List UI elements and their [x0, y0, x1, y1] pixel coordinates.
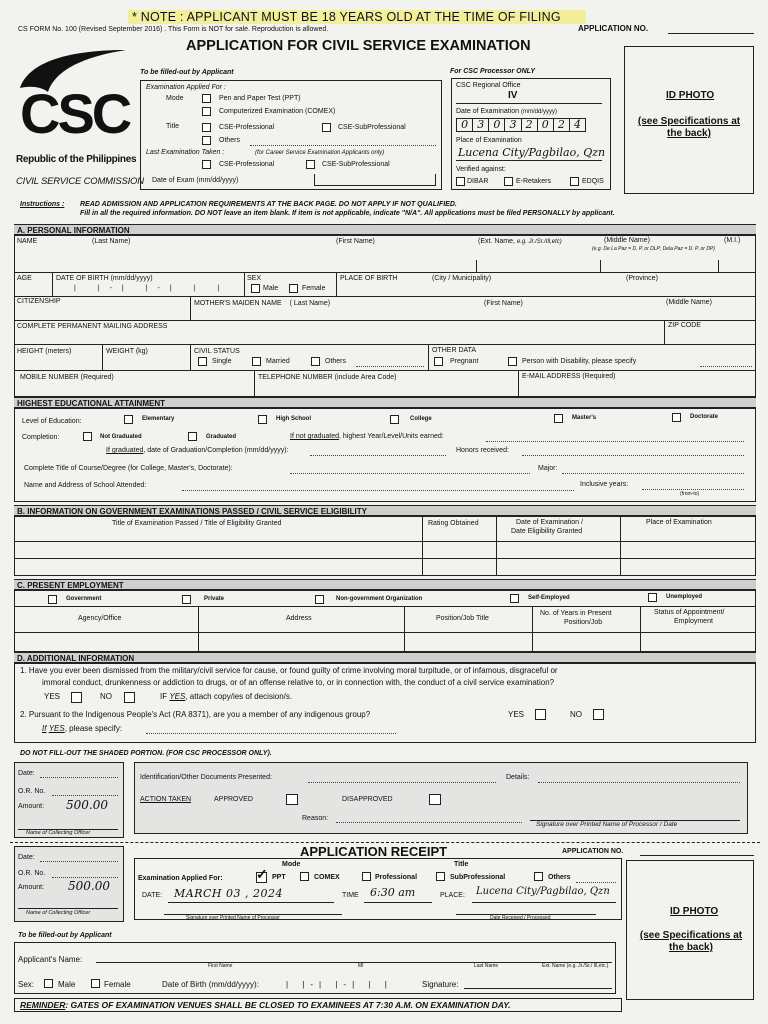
- id-photo-spec: (see Specifications at the back): [637, 116, 741, 139]
- gov-col-sep: [620, 516, 621, 576]
- emp-col-sep: [532, 606, 533, 652]
- gov-col-place: Place of Examination: [646, 519, 712, 526]
- graduation-date-line[interactable]: [310, 455, 446, 456]
- name-sep: [600, 260, 601, 272]
- receipt-or-line: [52, 877, 118, 878]
- last-name-label: (Last Name): [92, 238, 131, 245]
- others-line[interactable]: [250, 145, 436, 146]
- for-processor-label: For CSC Processor ONLY: [450, 68, 536, 75]
- honors-label: Honors received:: [456, 447, 509, 454]
- pwd-line[interactable]: [700, 366, 752, 367]
- applicant-dob-field[interactable]: | |-| |-| | |: [286, 980, 393, 989]
- verified-label: Verified against:: [456, 166, 506, 173]
- emp-col-agency: Agency/Office: [78, 615, 122, 622]
- elementary-label: Elementary: [142, 416, 175, 422]
- date-digit: 2: [522, 119, 538, 131]
- graduated-checkbox[interactable]: [188, 432, 197, 441]
- receipt-mode-label: Mode: [282, 861, 301, 868]
- school-label: Name and Address of School Attended:: [24, 482, 147, 489]
- college-label: College: [410, 416, 432, 422]
- pob-province-label: (Province): [626, 275, 658, 282]
- emp-col-sep: [198, 606, 199, 652]
- sex-label: SEX: [247, 275, 262, 282]
- section-government-exams: B. INFORMATION ON GOVERNMENT EXAMINATIONS PASSED / CIVIL SERVICE ELIGIBILITY: [14, 505, 756, 516]
- disapproved-label: DISAPPROVED: [342, 796, 393, 803]
- receipt-ppt-label: PPT: [272, 874, 286, 881]
- receipt-date-line: [168, 902, 334, 903]
- completion-label: Completion:: [22, 434, 60, 441]
- self-employed-label: Self-Employed: [528, 595, 570, 601]
- receipt-time-value: 6:30 am: [370, 886, 416, 899]
- self-employed-checkbox[interactable]: [510, 594, 519, 603]
- gov-col-title: Title of Examination Passed / Title of Eligibility Granted: [112, 520, 282, 527]
- gov-row-line: [14, 558, 756, 559]
- receipt-professional-checkbox[interactable]: [362, 872, 371, 881]
- dibar-checkbox[interactable]: [456, 177, 465, 186]
- applicant-ext-label: Ext. Name (e.g. Jr./Sr./ Ill,etc.): [542, 963, 609, 969]
- level-label: Level of Education:: [22, 418, 82, 425]
- comex-checkbox[interactable]: [202, 107, 211, 116]
- q2-no-label: NO: [570, 710, 582, 719]
- single-checkbox[interactable]: [198, 357, 207, 366]
- last-exam-note: (for Career Service Examination Applicants only): [255, 150, 385, 156]
- name-label: NAME: [17, 238, 38, 245]
- eretakers-label: E-Retakers: [516, 178, 552, 185]
- place-exam-label: Place of Examination: [456, 137, 522, 144]
- emp-col-position: Position/Job Title: [436, 615, 489, 622]
- civil-others-checkbox[interactable]: [311, 357, 320, 366]
- application-no-label: APPLICATION NO.: [578, 24, 649, 33]
- applicant-name-line: [96, 962, 612, 963]
- pwd-label: Person with Disability, please specify: [522, 358, 637, 365]
- college-checkbox[interactable]: [390, 415, 399, 424]
- dob-label: DATE OF BIRTH (mm/dd/yyyy): [56, 275, 153, 282]
- applicant-signature-label: Signature:: [422, 980, 459, 989]
- gov-col-sep: [422, 516, 423, 576]
- question-1-line-2: immoral conduct, drunkenness or addiction to drugs, or of an offense relative to, or in connection with, the conduct of a civil service examination?: [42, 678, 555, 687]
- section-employment: C. PRESENT EMPLOYMENT: [14, 579, 756, 590]
- government-checkbox[interactable]: [48, 595, 57, 604]
- action-taken-label: ACTION TAKEN: [140, 796, 192, 803]
- mmn-label: MOTHER'S MAIDEN NAME ( Last Name): [194, 300, 331, 307]
- date-exam-label: Date of Examination (mm/dd/yyyy): [456, 108, 557, 115]
- not-graduated-checkbox[interactable]: [83, 432, 92, 441]
- applicant-dob-label: Date of Birth (mm/dd/yyyy):: [162, 980, 259, 989]
- telephone-label: TELEPHONE NUMBER (include Area Code): [258, 374, 397, 381]
- form-number: CS FORM No. 100 (Revised September 2016) . This Form is NOT for sale. Reproduction is allowed.: [18, 26, 329, 33]
- receipt-title-label: Title: [454, 861, 469, 868]
- dob-field[interactable]: | |-| |-| | |: [74, 285, 230, 292]
- mi-label: (M.I.): [724, 237, 741, 244]
- height-row-line: [14, 370, 756, 371]
- details-line: [538, 782, 740, 783]
- height-label: HEIGHT (meters): [17, 348, 72, 355]
- sex-sep: [336, 272, 337, 296]
- major-line[interactable]: [562, 473, 744, 474]
- receipt-place-line: [472, 902, 616, 903]
- emp-col-years-2: Position/Job: [564, 619, 603, 626]
- cut-line: [10, 842, 760, 843]
- other-data-label: OTHER DATA: [432, 347, 477, 354]
- form-title: APPLICATION FOR CIVIL SERVICE EXAMINATION: [186, 38, 531, 54]
- pwd-checkbox[interactable]: [508, 357, 517, 366]
- pregnant-checkbox[interactable]: [434, 357, 443, 366]
- application-no-line: [668, 33, 754, 34]
- receipt-others-line[interactable]: [576, 882, 616, 883]
- elementary-checkbox[interactable]: [124, 415, 133, 424]
- details-label: Details:: [506, 774, 530, 781]
- applicant-female-label: Female: [104, 980, 131, 989]
- mmn-middle-label: (Middle Name): [666, 299, 712, 306]
- applicant-female-checkbox[interactable]: [91, 979, 100, 988]
- married-label: Married: [266, 358, 290, 365]
- last-cse-pro-label: CSE-Professional: [219, 161, 275, 168]
- receipt-collecting-line: [18, 908, 118, 909]
- receipt-subpro-checkbox[interactable]: [436, 872, 445, 881]
- filled-by-applicant-label: To be filled-out by Applicant: [140, 69, 234, 76]
- q1-no-label: NO: [100, 692, 112, 701]
- applicant-sex-label: Sex:: [18, 980, 35, 989]
- weight-label: WEIGHT (kg): [106, 348, 148, 355]
- edqis-checkbox[interactable]: [570, 177, 579, 186]
- emp-col-status-1: Status of Appointment/: [654, 609, 725, 616]
- date-digit: 0: [457, 119, 473, 131]
- citizenship-label: CITIZENSHIP: [17, 298, 61, 305]
- date-digit: 2: [554, 119, 570, 131]
- gov-col-date-1: Date of Examination /: [516, 519, 583, 526]
- pob-label: PLACE OF BIRTH: [340, 275, 398, 282]
- receipt-exam-for-label: Examination Applied For:: [138, 875, 223, 882]
- emp-col-sep: [640, 606, 641, 652]
- mmn-first-label: (First Name): [484, 300, 523, 307]
- masters-checkbox[interactable]: [554, 414, 563, 423]
- processor-sig-label: Signature over Printed Name of Processor / Date: [536, 821, 678, 828]
- or-label: O.R. No.: [18, 788, 46, 795]
- female-checkbox[interactable]: [289, 284, 298, 293]
- date-digit: 3: [473, 119, 489, 131]
- place-line: [456, 160, 602, 161]
- doctorate-label: Doctorate: [690, 414, 719, 420]
- course-label: Complete Title of Course/Degree (for College, Master's, Doctorate):: [24, 465, 233, 472]
- emp-col-address: Address: [286, 615, 312, 622]
- additional-box: [14, 663, 756, 743]
- q1-yes-label: YES: [44, 692, 61, 701]
- ppt-checkbox[interactable]: [202, 94, 211, 103]
- question-1-line-1: 1. Have you ever been dismissed from the military/civil service for cause, or found guilty of crime involving moral turpitude, or of infamous, disgraceful or: [20, 666, 558, 675]
- unemployed-checkbox[interactable]: [648, 593, 657, 602]
- receipt-received-label: Date Received / Processed: [490, 915, 551, 921]
- instructions-label: Instructions :: [20, 201, 65, 208]
- married-checkbox[interactable]: [252, 357, 261, 366]
- from-to-label: (from-to): [680, 491, 700, 497]
- receipt-id-photo-title: ID PHOTO: [670, 906, 719, 917]
- receipt-date-label: DATE:: [142, 892, 163, 899]
- personal-grid: [14, 235, 756, 397]
- exam-applied-label: Examination Applied For :: [146, 84, 226, 91]
- applicant-first-label: First Name: [208, 963, 233, 969]
- pregnant-label: Pregnant: [450, 358, 479, 365]
- ext-name-label: (Ext. Name, e.g. Jr./Sr./Ill,etc): [478, 238, 562, 245]
- name-sep: [476, 260, 477, 272]
- id-docs-label: Identification/Other Documents Presented:: [140, 774, 272, 781]
- receipt-professional-label: Professional: [375, 874, 418, 881]
- school-line[interactable]: [182, 490, 574, 491]
- middle-name-example: (e.g. De La Paz = D. P. or DLP; Dela Paz = D. P. or DP): [592, 246, 715, 252]
- receipt-amount-label: Amount:: [18, 884, 45, 891]
- weight-sep: [190, 344, 191, 370]
- applicant-male-checkbox[interactable]: [44, 979, 53, 988]
- last-exam-label: Last Examination Taken :: [146, 149, 225, 156]
- cse-pro-checkbox[interactable]: [202, 123, 211, 132]
- pay-date-label: Date:: [18, 770, 35, 777]
- reminder-text: REMINDER: GATES OF EXAMINATION VENUES SHALL BE CLOSED TO EXAMINEES AT 7:30 A.M. ON EXAMINATION DAY.: [20, 1000, 511, 1010]
- q2-yes-label: YES: [508, 710, 525, 719]
- approved-checkbox[interactable]: [286, 794, 298, 805]
- receipt-comex-checkbox[interactable]: [300, 872, 309, 881]
- address-label: COMPLETE PERMANENT MAILING ADDRESS: [17, 323, 168, 330]
- unemployed-label: Unemployed: [666, 594, 703, 600]
- region-value: IV: [508, 90, 518, 101]
- edqis-label: EDQIS: [582, 178, 604, 185]
- amount-label: Amount:: [18, 803, 45, 810]
- region-line: [456, 103, 602, 104]
- receipt-date-value: MARCH 03 , 2024: [174, 887, 283, 900]
- applicant-signature-line: [464, 988, 612, 989]
- emp-row-line: [14, 606, 756, 607]
- first-name-label: (First Name): [336, 238, 375, 245]
- last-cse-sub-label: CSE-SubProfessional: [322, 161, 390, 168]
- mobile-sep: [254, 370, 255, 397]
- gov-col-date-2: Date Eligibility Granted: [511, 528, 583, 535]
- age-sep: [52, 272, 53, 296]
- last-cse-pro-checkbox[interactable]: [202, 160, 211, 169]
- instructions-line-1: READ ADMISSION AND APPLICATION REQUIREMENTS AT THE BACK PAGE. DO NOT APPLY IF NOT QUALIFIED.: [80, 201, 457, 208]
- cse-sub-label: CSE-SubProfessional: [338, 124, 406, 131]
- receipt-pay-date-label: Date:: [18, 854, 35, 861]
- single-label: Single: [212, 358, 232, 365]
- q1-no-checkbox[interactable]: [124, 692, 135, 703]
- citizenship-row-line: [14, 320, 756, 321]
- instructions-line-2: Fill in all the required information. DO NOT leave an item blank. If item is not applicable, indicate "N/A". All applications must be filed PERSONALLY by applicant.: [80, 210, 615, 217]
- receipt-app-no-label: APPLICATION NO.: [562, 848, 624, 855]
- receipt-others-label: Others: [548, 874, 571, 881]
- emp-col-sep: [404, 606, 405, 652]
- cse-sub-checkbox[interactable]: [322, 123, 331, 132]
- pay-date-line: [40, 777, 118, 778]
- q1-yes-checkbox[interactable]: [71, 692, 82, 703]
- or-line: [52, 795, 118, 796]
- ngo-checkbox[interactable]: [315, 595, 324, 604]
- civil-sep: [428, 344, 429, 370]
- q2-no-checkbox[interactable]: [593, 709, 604, 720]
- email-label: E-MAIL ADDRESS (Required): [522, 373, 616, 380]
- male-label: Male: [263, 285, 279, 292]
- place-exam-value: Lucena City/Pagbilao, Qzn: [458, 146, 606, 159]
- regional-office-label: CSC Regional Office: [456, 82, 521, 89]
- mobile-label: MOBILE NUMBER (Required): [20, 374, 114, 381]
- male-checkbox[interactable]: [251, 284, 260, 293]
- high-school-checkbox[interactable]: [258, 415, 267, 424]
- section-education: HIGHEST EDUCATIONAL ATTAINMENT: [14, 397, 756, 408]
- q2-specify-label: If YES, please specify:: [42, 724, 123, 733]
- cse-pro-label: CSE-Professional: [219, 124, 275, 131]
- telephone-sep: [518, 370, 519, 397]
- emp-col-status-2: Employment: [674, 618, 713, 625]
- zip-sep: [664, 320, 665, 344]
- gov-row-line: [14, 541, 756, 542]
- reason-label: Reason:: [302, 815, 329, 822]
- applicant-mi-label: MI: [358, 963, 364, 969]
- collecting-officer-label: Name of Collecting Officer: [26, 830, 91, 836]
- commission-label: CIVIL SERVICE COMMISSION: [16, 176, 144, 187]
- applicant-last-label: Last Name: [474, 963, 499, 969]
- government-label: Government: [66, 596, 102, 602]
- pob-city-label: (City / Municipality): [432, 275, 492, 282]
- id-docs-line: [308, 782, 496, 783]
- q2-specify-line[interactable]: [146, 733, 396, 734]
- if-graduated-label: If graduated, date of Graduation/Completion (mm/dd/yyyy):: [106, 447, 289, 454]
- name-sep: [718, 260, 719, 272]
- emp-row-line: [14, 632, 756, 633]
- ppt-label: Pen and Paper Test (PPT): [219, 95, 301, 102]
- dibar-label: DIBAR: [467, 178, 489, 185]
- mode-label: Mode: [166, 95, 184, 102]
- receipt-pay-date-line: [40, 861, 118, 862]
- dob-sep: [244, 272, 245, 296]
- private-label: Private: [204, 596, 225, 602]
- high-school-label: High School: [276, 416, 311, 422]
- last-cse-sub-checkbox[interactable]: [306, 160, 315, 169]
- question-2: 2. Pursuant to the Indigenous People's Act (RA 8371), are you a member of any indigenous group?: [20, 710, 371, 719]
- receipt-place-value: Lucena City/Pagbilao, Qzn: [476, 886, 610, 897]
- q2-yes-checkbox[interactable]: [535, 709, 546, 720]
- masters-label: Master's: [572, 415, 597, 421]
- ngo-label: Non-government Organization: [336, 596, 423, 602]
- comex-label: Computerized Examination (COMEX): [219, 108, 336, 115]
- q1-if-yes-note: IF YES, attach copy/ies of decision/s.: [160, 692, 293, 701]
- middle-name-label: (Middle Name): [604, 237, 650, 244]
- disapproved-checkbox[interactable]: [429, 794, 441, 805]
- inclusive-years-line[interactable]: [642, 489, 744, 490]
- citizenship-sep: [190, 296, 191, 320]
- receipt-place-label: PLACE:: [440, 892, 465, 899]
- receipt-title: APPLICATION RECEIPT: [300, 844, 448, 859]
- name-row-line: [14, 272, 756, 273]
- civil-others-label: Others: [325, 358, 347, 365]
- civil-status-label: CIVIL STATUS: [194, 348, 240, 355]
- applicant-bottom-label: To be filled-out by Applicant: [18, 932, 112, 939]
- receipt-ppt-checkmark-icon: ✓: [256, 866, 268, 882]
- address-row-line: [14, 344, 756, 345]
- height-sep: [102, 344, 103, 370]
- section-personal: A. PERSONAL INFORMATION: [14, 224, 756, 235]
- reason-line: [336, 822, 522, 823]
- date-digit: 3: [505, 119, 521, 131]
- age-note: * NOTE : APPLICANT MUST BE 18 YEARS OLD AT THE TIME OF FILING: [132, 10, 561, 24]
- receipt-collecting-label: Name of Collecting Officer: [26, 910, 91, 916]
- receipt-time-line: [364, 902, 432, 903]
- receipt-sig-label: Signature over Printed Name of Processor: [186, 915, 280, 921]
- age-row-line: [14, 296, 756, 297]
- amount-value: 500.00: [66, 798, 108, 812]
- date-digit: 0: [489, 119, 505, 131]
- course-line[interactable]: [290, 473, 530, 474]
- title-label: Title: [166, 123, 179, 130]
- processor-box: [451, 78, 611, 190]
- doctorate-checkbox[interactable]: [672, 413, 681, 422]
- age-label: AGE: [17, 275, 32, 282]
- not-graduated-label: Not Graduated: [100, 434, 142, 440]
- date-digit: 0: [538, 119, 554, 131]
- republic-label: Republic of the Philippines: [16, 154, 137, 165]
- date-digit: 4: [573, 118, 581, 131]
- female-label: Female: [302, 285, 326, 292]
- graduated-label: Graduated: [206, 434, 237, 440]
- date-exam-digits: [456, 118, 586, 132]
- id-photo-title: ID PHOTO: [666, 90, 715, 101]
- gov-col-rating: Rating Obtained: [428, 520, 479, 527]
- private-checkbox[interactable]: [182, 595, 191, 604]
- receipt-subpro-label: SubProfessional: [450, 874, 506, 881]
- zip-label: ZIP CODE: [668, 322, 701, 329]
- honors-line[interactable]: [522, 455, 744, 456]
- receipt-time-label: TIME: [342, 892, 359, 899]
- major-label: Major:: [538, 465, 558, 472]
- section-additional: D. ADDITIONAL INFORMATION: [14, 652, 756, 663]
- shaded-notice: DO NOT FILL-OUT THE SHADED PORTION. (FOR CSC PROCESSOR ONLY).: [20, 750, 272, 757]
- if-not-graduated-label: If not graduated, highest Year/Level/Units earned:: [290, 433, 444, 440]
- others-checkbox[interactable]: [202, 136, 211, 145]
- receipt-amount-value: 500.00: [68, 879, 110, 893]
- receipt-app-no-line: [640, 855, 754, 856]
- civil-others-line[interactable]: [356, 366, 424, 367]
- receipt-or-label: O.R. No.: [18, 870, 46, 877]
- receipt-others-checkbox[interactable]: [534, 872, 543, 881]
- emp-col-years-1: No. of Years in Present: [540, 610, 612, 617]
- eretakers-checkbox[interactable]: [504, 177, 513, 186]
- gov-col-sep: [496, 516, 497, 576]
- approved-label: APPROVED: [214, 796, 253, 803]
- receipt-id-photo-spec: (see Specifications at the back): [639, 930, 743, 953]
- applicant-male-label: Male: [58, 980, 76, 989]
- inclusive-years-label: Inclusive years:: [580, 481, 629, 488]
- others-label: Others: [219, 137, 241, 144]
- csc-logo: CSC: [20, 82, 130, 145]
- units-earned-line[interactable]: [486, 441, 744, 442]
- receipt-comex-label: COMEX: [314, 874, 340, 881]
- last-exam-date-field[interactable]: [314, 174, 436, 186]
- applicant-name-label: Applicant's Name:: [18, 955, 83, 964]
- last-exam-date-label: Date of Exam (mm/dd/yyyy): [152, 177, 239, 184]
